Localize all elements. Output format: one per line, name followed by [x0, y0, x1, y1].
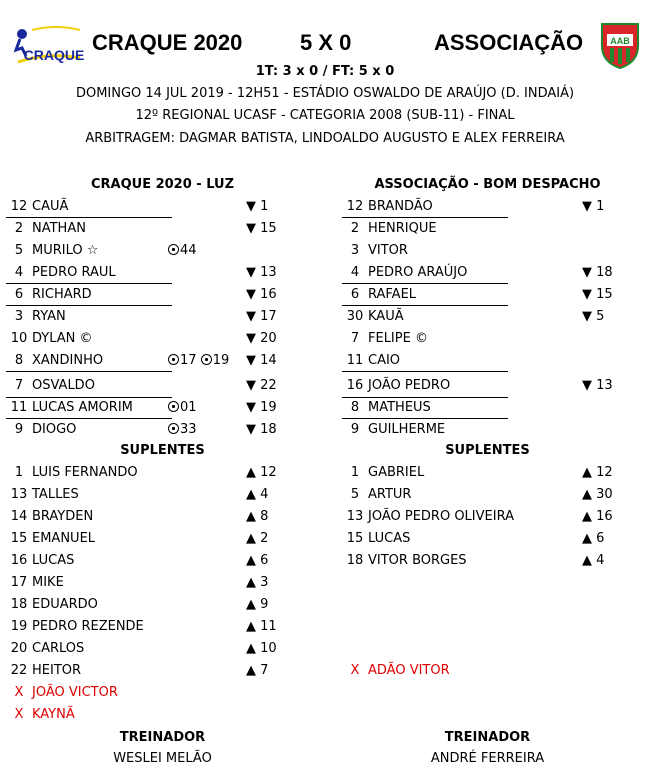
separator-line [6, 397, 172, 398]
substitution-in: ▲ 4 [582, 553, 605, 568]
player-number: 5 [350, 487, 360, 502]
substitution-in: ▲ 30 [582, 487, 613, 502]
player-row [6, 284, 306, 306]
player-name: OSVALDO [32, 378, 95, 393]
player-row [342, 218, 642, 240]
substitute-row [342, 506, 642, 528]
substitution-out: ▼ 5 [582, 309, 605, 324]
goal-minute: 33 [180, 422, 197, 437]
substitution-out: ▼ 13 [582, 378, 613, 393]
player-name: BRANDÃO [368, 199, 433, 214]
player-number: 2 [14, 221, 24, 236]
player-row [342, 240, 642, 262]
player-name: CAIO [368, 353, 401, 368]
player-number: 7 [350, 331, 360, 346]
substitute-row [6, 484, 306, 506]
soccer-ball-icon [168, 423, 179, 434]
player-name: RICHARD [32, 287, 92, 302]
player-name: DIOGO [32, 422, 77, 437]
player-row [342, 375, 642, 397]
player-number: 8 [350, 400, 360, 415]
player-name: EMANUEL [32, 531, 96, 546]
player-row [342, 196, 642, 218]
player-number: 15 [346, 531, 364, 546]
player-name: JOÃO VICTOR [32, 685, 118, 700]
player-number: 6 [350, 287, 360, 302]
substitution-out: ▼ 17 [246, 309, 277, 324]
player-row [6, 397, 306, 419]
player-row [6, 262, 306, 284]
player-name: VITOR BORGES [368, 553, 467, 568]
substitute-row [342, 462, 642, 484]
substitute-row [342, 528, 642, 550]
goals [168, 350, 229, 372]
player-number: 15 [10, 531, 28, 546]
player-name: PEDRO REZENDE [32, 619, 144, 634]
substitution-in: ▲ 12 [246, 465, 277, 480]
player-name: LUCAS [32, 553, 75, 568]
substitution-out: ▼ 18 [582, 265, 613, 280]
substitution-out: ▼ 15 [246, 221, 277, 236]
player-name: LUCAS AMORIM [32, 400, 133, 415]
partial-score: 1T: 3 x 0 / FT: 5 x 0 [255, 64, 395, 79]
separator-line [6, 217, 172, 218]
substitute-row [6, 528, 306, 550]
separator-line [6, 283, 172, 284]
absent-mark: X [350, 663, 360, 678]
home-lineup-title: CRAQUE 2020 - LUZ [90, 177, 235, 192]
separator-line [342, 305, 508, 306]
absent-mark: X [14, 685, 24, 700]
player-name: VITOR [368, 243, 408, 258]
goal-minute: 01 [180, 400, 197, 415]
player-name: MIKE [32, 575, 64, 590]
substitute-row [6, 462, 306, 484]
substitute-row [6, 572, 306, 594]
substitution-out: ▼ 22 [246, 378, 277, 393]
competition: 12º REGIONAL UCASF - CATEGORIA 2008 (SUB-11) - FINAL [135, 108, 515, 123]
absent-mark: X [14, 707, 24, 722]
player-number: 16 [346, 378, 364, 393]
soccer-ball-icon [168, 401, 179, 412]
player-row [342, 328, 642, 350]
player-row [342, 350, 642, 372]
goal-minute: 44 [180, 243, 197, 258]
referees: ARBITRAGEM: DAGMAR BATISTA, LINDOALDO AUGUSTO E ALEX FERREIRA [85, 131, 565, 146]
away-team-logo [598, 20, 642, 70]
player-name: NATHAN [32, 221, 86, 236]
player-name: HEITOR [32, 663, 82, 678]
player-number: 13 [346, 509, 364, 524]
player-row [6, 419, 306, 441]
player-number: 22 [10, 663, 28, 678]
substitution-in: ▲ 8 [246, 509, 269, 524]
coach-title: TREINADOR [119, 730, 206, 745]
home-logo-wordmark: CRAQUE [23, 47, 84, 63]
player-row [342, 397, 642, 419]
substitution-in: ▲ 10 [246, 641, 277, 656]
substitution-in: ▲ 9 [246, 597, 269, 612]
player-name: MATHEUS [368, 400, 431, 415]
coach-name: ANDRÉ FERREIRA [430, 751, 545, 766]
player-row [6, 350, 306, 372]
substitution-out: ▼ 1 [246, 199, 269, 214]
substitution-in: ▲ 6 [582, 531, 605, 546]
substitution-in: ▲ 16 [582, 509, 613, 524]
player-row [342, 284, 642, 306]
player-number: 16 [10, 553, 28, 568]
player-name: CARLOS [32, 641, 85, 656]
player-number: 18 [346, 553, 364, 568]
substitution-in: ▲ 7 [246, 663, 269, 678]
away-lineup-title: ASSOCIAÇÃO - BOM DESPACHO [374, 177, 601, 192]
subs-title: SUPLENTES [120, 443, 205, 458]
player-row [342, 262, 642, 284]
absent-player-row [6, 682, 306, 704]
player-number: 12 [10, 199, 28, 214]
player-row [6, 375, 306, 397]
player-name: FELIPE © [368, 331, 428, 346]
player-number: 3 [14, 309, 24, 324]
home-team-name: CRAQUE 2020 [92, 30, 243, 55]
date-venue: DOMINGO 14 JUL 2019 - 12H51 - ESTÁDIO OSWALDO DE ARAÚJO (D. INDAIÁ) [75, 86, 575, 101]
player-number: 9 [14, 422, 24, 437]
goal-minute: 17 [180, 353, 201, 368]
aab-shield-icon [598, 20, 642, 70]
absent-player-row [342, 660, 642, 682]
player-number: 4 [350, 265, 360, 280]
substitution-in: ▲ 12 [582, 465, 613, 480]
player-number: 10 [10, 331, 28, 346]
goals [168, 419, 197, 441]
player-name: KAYNÃ [32, 707, 75, 722]
player-name: LUCAS [368, 531, 411, 546]
player-name: MURILO ☆ [32, 243, 99, 258]
separator-line [6, 371, 172, 372]
player-number: 1 [350, 465, 360, 480]
player-name: CAUÃ [32, 199, 69, 214]
separator-line [342, 217, 508, 218]
substitution-out: ▼ 18 [246, 422, 277, 437]
player-name: DYLAN © [32, 331, 93, 346]
craque-logo-icon [12, 22, 84, 68]
goals [168, 397, 197, 419]
player-number: 1 [14, 465, 24, 480]
separator-line [6, 305, 172, 306]
player-number: 12 [346, 199, 364, 214]
player-name: PEDRO ARAÚJO [368, 265, 468, 280]
player-number: 11 [346, 353, 364, 368]
player-number: 14 [10, 509, 28, 524]
coach-name: WESLEI MELÃO [113, 751, 212, 766]
player-number: 9 [350, 422, 360, 437]
player-row [342, 419, 642, 441]
substitution-out: ▼ 13 [246, 265, 277, 280]
match-score: 5 X 0 [300, 30, 352, 55]
player-name: ADÃO VITOR [368, 663, 450, 678]
player-number: 30 [346, 309, 364, 324]
substitution-out: ▼ 1 [582, 199, 605, 214]
player-row [6, 218, 306, 240]
player-name: BRAYDEN [32, 509, 94, 524]
player-number: 19 [10, 619, 28, 634]
substitution-out: ▼ 16 [246, 287, 277, 302]
separator-line [6, 418, 172, 419]
player-name: XANDINHO [32, 353, 104, 368]
player-name: PEDRO RAUL [32, 265, 116, 280]
substitute-row [342, 550, 642, 572]
absent-player-row [6, 704, 306, 726]
separator-line [342, 283, 508, 284]
player-row [6, 328, 306, 350]
substitution-out: ▼ 19 [246, 400, 277, 415]
substitute-row [6, 616, 306, 638]
player-number: 7 [14, 378, 24, 393]
player-row [6, 240, 306, 262]
player-number: 5 [14, 243, 24, 258]
player-name: RYAN [32, 309, 66, 324]
player-number: 2 [350, 221, 360, 236]
substitution-in: ▲ 2 [246, 531, 269, 546]
player-row [342, 306, 642, 328]
substitute-row [6, 660, 306, 682]
player-number: 8 [14, 353, 24, 368]
goals [168, 240, 197, 262]
player-number: 6 [14, 287, 24, 302]
subs-title: SUPLENTES [445, 443, 530, 458]
separator-line [342, 397, 508, 398]
soccer-ball-icon [168, 244, 179, 255]
substitute-row [6, 550, 306, 572]
player-name: KAUÃ [368, 309, 404, 324]
player-name: EDUARDO [32, 597, 98, 612]
player-name: JOÃO PEDRO [368, 378, 451, 393]
player-name: ARTUR [368, 487, 412, 502]
player-number: 20 [10, 641, 28, 656]
player-name: TALLES [32, 487, 79, 502]
player-row [6, 196, 306, 218]
soccer-ball-icon [168, 354, 179, 365]
substitution-in: ▲ 11 [246, 619, 277, 634]
player-number: 11 [10, 400, 28, 415]
player-number: 13 [10, 487, 28, 502]
substitute-row [6, 638, 306, 660]
player-name: GABRIEL [368, 465, 425, 480]
separator-line [342, 418, 508, 419]
player-name: RAFAEL [368, 287, 417, 302]
substitution-out: ▼ 14 [246, 353, 277, 368]
player-name: GUILHERME [368, 422, 446, 437]
goal-minute: 19 [212, 353, 230, 368]
player-number: 17 [10, 575, 28, 590]
substitution-out: ▼ 20 [246, 331, 277, 346]
player-number: 4 [14, 265, 24, 280]
substitution-out: ▼ 15 [582, 287, 613, 302]
player-name: JOÃO PEDRO OLIVEIRA [368, 509, 514, 524]
substitution-in: ▲ 6 [246, 553, 269, 568]
player-name: HENRIQUE [368, 221, 437, 236]
away-logo-wordmark: AAB [610, 36, 630, 46]
coach-title: TREINADOR [444, 730, 531, 745]
separator-line [342, 371, 508, 372]
substitution-in: ▲ 3 [246, 575, 269, 590]
away-team-name: ASSOCIAÇÃO [434, 30, 584, 55]
substitute-row [6, 506, 306, 528]
substitution-in: ▲ 4 [246, 487, 269, 502]
soccer-ball-icon [201, 354, 212, 365]
player-number: 18 [10, 597, 28, 612]
player-row [6, 306, 306, 328]
substitute-row [6, 594, 306, 616]
player-name: LUIS FERNANDO [32, 465, 138, 480]
substitute-row [342, 484, 642, 506]
home-team-logo [12, 22, 84, 68]
player-number: 3 [350, 243, 360, 258]
